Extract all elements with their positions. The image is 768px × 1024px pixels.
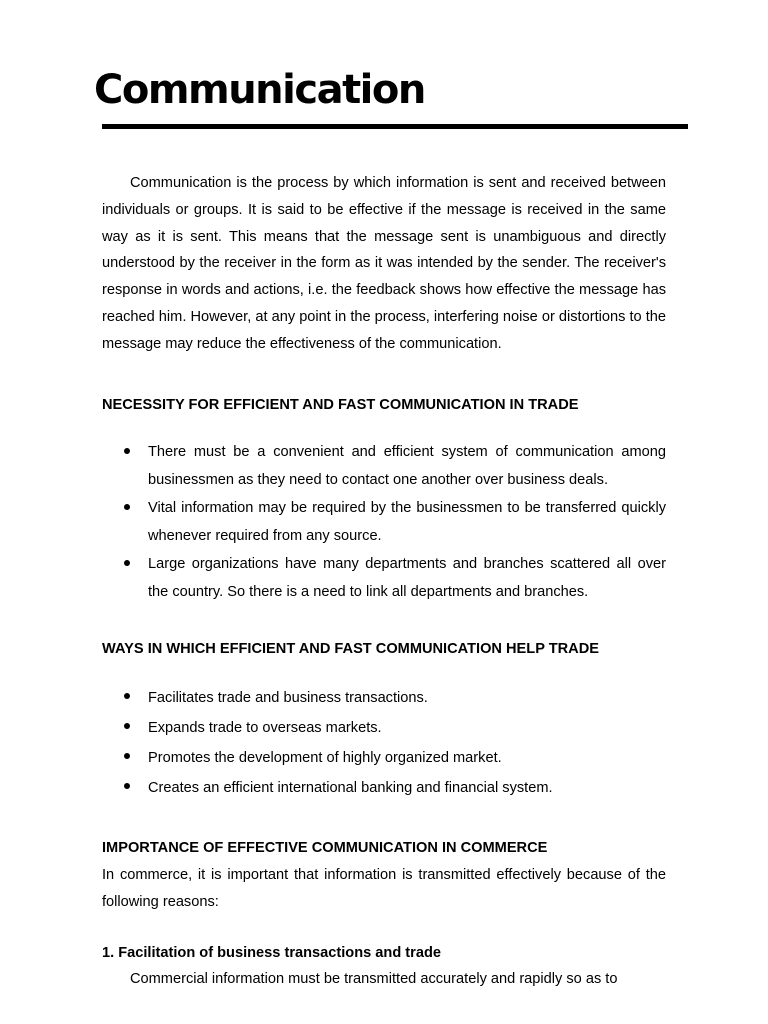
section-heading-necessity: NECESSITY FOR EFFICIENT AND FAST COMMUNICATION IN TRADE <box>102 396 579 413</box>
bullet-icon <box>124 753 130 759</box>
list-item <box>102 494 666 550</box>
bullet-icon <box>124 783 130 789</box>
bullet-icon <box>124 504 130 510</box>
section-heading-importance: IMPORTANCE OF EFFECTIVE COMMUNICATION IN COMMERCE <box>102 840 548 857</box>
list-item-text: Vital information may be required by the businessmen to be transferred quickly whenever required from any source. <box>148 500 666 545</box>
list-item-text: Creates an efficient international banking and financial system. <box>148 780 553 797</box>
title-underline <box>102 124 688 129</box>
list-item <box>102 743 666 773</box>
list-item <box>102 438 666 494</box>
list-item <box>102 773 666 803</box>
list-item-text: Facilitates trade and business transactions. <box>148 690 428 707</box>
list-item <box>102 683 666 713</box>
necessity-list <box>102 438 666 606</box>
list-item-text: Large organizations have many departments and branches scattered all over the country. So there is a need to link all departments and branches. <box>148 556 666 601</box>
list-item-text: There must be a convenient and efficient system of communication among businessmen as they need to contact one another over business deals. <box>148 444 666 489</box>
ways-list <box>102 683 666 803</box>
list-item-text: Promotes the development of highly organized market. <box>148 750 502 767</box>
list-item <box>102 713 666 743</box>
section-heading-ways: WAYS IN WHICH EFFICIENT AND FAST COMMUNICATION HELP TRADE <box>102 641 599 658</box>
subsection-heading-facilitation: 1. Facilitation of business transactions and trade <box>102 944 441 961</box>
list-item-text: Expands trade to overseas markets. <box>148 720 382 737</box>
page-title: Communication <box>94 67 425 113</box>
bullet-icon <box>124 723 130 729</box>
facilitation-paragraph: Commercial information must be transmitted accurately and rapidly so as to <box>130 971 618 988</box>
bullet-icon <box>124 560 130 566</box>
importance-paragraph: In commerce, it is important that information is transmitted effectively because of the following reasons: <box>102 866 666 910</box>
list-item <box>102 550 666 606</box>
bullet-icon <box>124 448 130 454</box>
intro-paragraph: Communication is the process by which information is sent and received between individuals or groups. It is said to be effective if the message is received in the same way as it is sent. This means that the message sent is unambiguous and directly understood by the receiver in the form as it was intended by the sender. The receiver's response in words and actions, i.e. the feedback shows how effective the message has reached him. However, at any point in the process, interfering noise or distortions to the message may reduce the effectiveness of the communication. <box>102 175 666 352</box>
bullet-icon <box>124 693 130 699</box>
document-body <box>102 170 666 993</box>
